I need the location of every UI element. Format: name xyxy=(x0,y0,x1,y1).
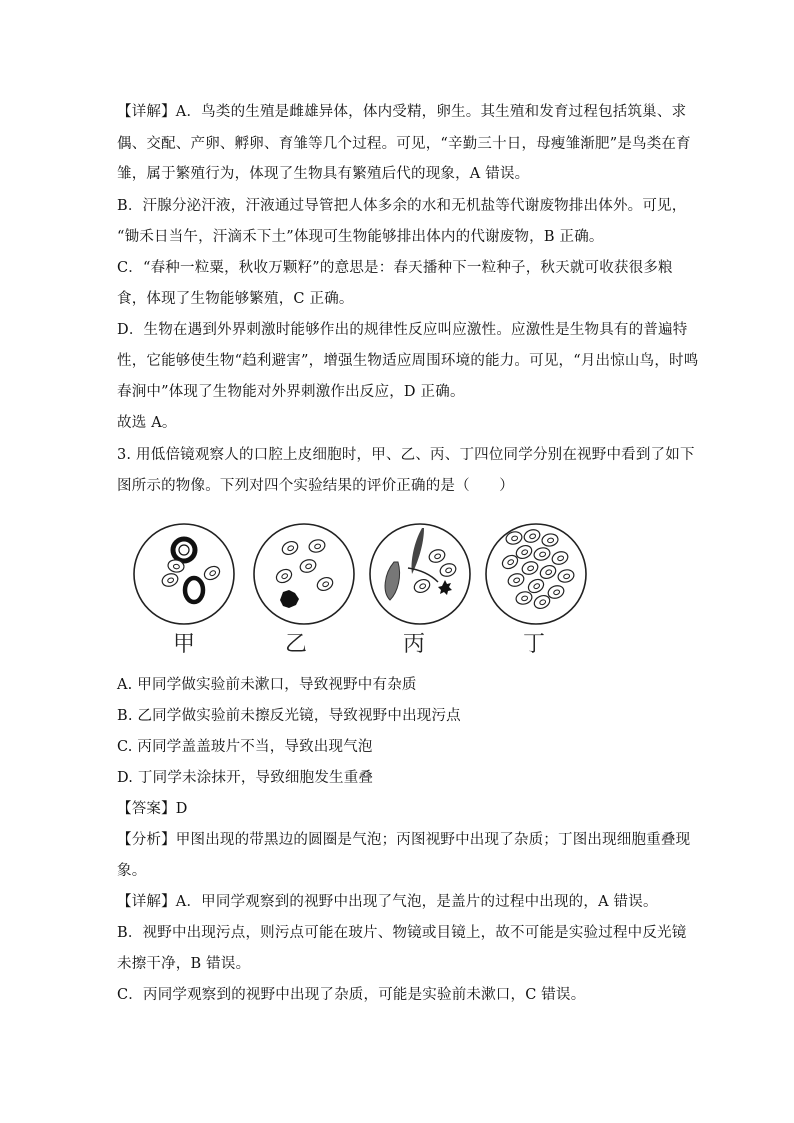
detail-prev-line: 偶、交配、产卵、孵卵、育雏等几个过程。可见，“辛勤三十日，母瘦雏渐肥”是鸟类在育 xyxy=(117,136,691,152)
view-jia xyxy=(134,524,234,624)
microscope-views-figure xyxy=(132,518,652,660)
detail-line: 【详解】A．甲同学观察到的视野中出现了气泡，是盖片的过程中出现的，A 错误。 xyxy=(117,894,658,910)
detail-line: C．丙同学观察到的视野中出现了杂质，可能是实验前未漱口，C 错误。 xyxy=(117,987,586,1003)
option-a: A. 甲同学做实验前未漱口，导致视野中有杂质 xyxy=(117,677,417,693)
detail-prev-line: 雏，属于繁殖行为，体现了生物具有繁殖后代的现象，A 错误。 xyxy=(117,166,530,182)
microscope-views-drawing xyxy=(132,518,652,630)
analysis-line: 象。 xyxy=(117,863,147,879)
question-stem-line: 图所示的物像。下列对四个实验结果的评价正确的是（ ） xyxy=(117,478,514,494)
figure-label-jia: 甲 xyxy=(172,632,195,657)
detail-prev-line: 春涧中”体现了生物能对外界刺激作出反应，D 正确。 xyxy=(117,384,465,400)
option-c: C. 丙同学盖盖玻片不当，导致出现气泡 xyxy=(117,739,373,755)
detail-prev-conclusion: 故选 A。 xyxy=(117,415,177,431)
option-d: D. 丁同学未涂抹开，导致细胞发生重叠 xyxy=(117,770,374,786)
detail-line: 未擦干净，B 错误。 xyxy=(117,956,251,972)
detail-line: B．视野中出现污点，则污点可能在玻片、物镜或目镜上，故不可能是实验过程中反光镜 xyxy=(117,925,687,941)
option-b: B. 乙同学做实验前未擦反光镜，导致视野中出现污点 xyxy=(117,708,461,724)
detail-prev-line: C．“春种一粒粟，秋收万颗籽”的意思是：春天播种下一粒种子，秋天就可收获很多粮 xyxy=(117,260,673,276)
detail-prev-line: B．汗腺分泌汗液，汗液通过导管把人体多余的水和无机盐等代谢废物排出体外。可见， xyxy=(117,198,687,214)
view-ding xyxy=(486,524,586,624)
view-bing xyxy=(370,524,470,624)
detail-prev-line: D．生物在遇到外界刺激时能够作出的规律性反应叫应激性。应激性是生物具有的普遍特 xyxy=(117,322,688,338)
figure-label-yi: 乙 xyxy=(284,632,307,657)
detail-prev-line: 【详解】A．鸟类的生殖是雌雄异体，体内受精，卵生。其生殖和发育过程包括筑巢、求 xyxy=(117,104,687,120)
view-yi xyxy=(254,524,354,624)
detail-prev-line: 性，它能够使生物“趋利避害”，增强生物适应周围环境的能力。可见，“月出惊山鸟，时鸣 xyxy=(117,353,699,369)
question-stem-line: 3. 用低倍镜观察人的口腔上皮细胞时，甲、乙、丙、丁四位同学分别在视野中看到了如下 xyxy=(117,447,695,463)
figure-label-bing: 丙 xyxy=(402,632,425,657)
figure-label-ding: 丁 xyxy=(522,632,545,657)
detail-prev-line: 食，体现了生物能够繁殖，C 正确。 xyxy=(117,291,354,307)
analysis-line: 【分析】甲图出现的带黑边的圆圈是气泡；丙图视野中出现了杂质；丁图出现细胞重叠现 xyxy=(117,832,691,848)
detail-prev-line: “锄禾日当午，汗滴禾下土”体现可生物能够排出体内的代谢废物，B 正确。 xyxy=(117,229,604,245)
answer-line: 【答案】D xyxy=(117,801,188,817)
